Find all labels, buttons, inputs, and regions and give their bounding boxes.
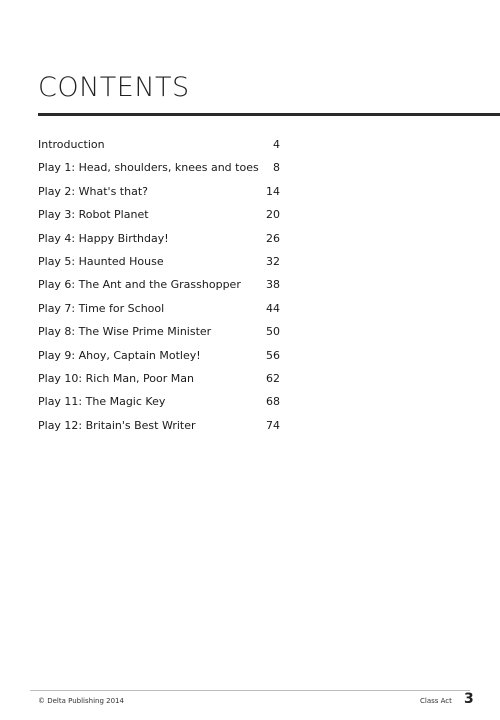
- toc-entry-page: 50: [266, 325, 280, 339]
- toc-entry-label: Play 4: Happy Birthday!: [38, 231, 169, 245]
- footer-rule: [30, 690, 470, 691]
- toc-entry-page: 32: [266, 254, 280, 268]
- toc-entry-label: Play 2: What's that?: [38, 184, 148, 198]
- toc-entry-label: Play 12: Britain's Best Writer: [38, 418, 196, 432]
- toc-entry-page: 44: [266, 301, 280, 315]
- toc-entry: [38, 208, 280, 231]
- toc-entry-label: Play 9: Ahoy, Captain Motley!: [38, 348, 201, 362]
- toc-entry: [38, 138, 280, 161]
- toc-entry: [38, 255, 280, 278]
- toc-entry-page: 14: [266, 184, 280, 198]
- toc-entry: [38, 278, 280, 301]
- toc-entry-page: 56: [266, 348, 280, 362]
- toc-entry: [38, 372, 280, 395]
- toc-entry: [38, 325, 280, 348]
- toc-entry-page: 8: [273, 161, 280, 175]
- footer-book-title: Class Act: [420, 697, 452, 705]
- toc-entry-label: Play 3: Robot Planet: [38, 208, 149, 222]
- toc-entry-page: 68: [266, 395, 280, 409]
- toc-entry: [38, 161, 280, 184]
- toc-entry: [38, 349, 280, 372]
- toc-entry-label: Play 7: Time for School: [38, 301, 165, 315]
- toc-entry: [38, 185, 280, 208]
- toc-entry-page: 4: [273, 138, 280, 151]
- toc-entry-label: Play 5: Haunted House: [38, 254, 164, 268]
- page-title: CONTENTS: [38, 72, 190, 103]
- toc-entry-page: 20: [266, 208, 280, 222]
- footer-copyright: © Delta Publishing 2014: [38, 697, 124, 705]
- toc-entry-page: 26: [266, 231, 280, 245]
- toc-entry-label: Play 1: Head, shoulders, knees and toes: [38, 161, 259, 175]
- toc-entry: [38, 419, 280, 442]
- toc-entry-label: Play 8: The Wise Prime Minister: [38, 325, 212, 339]
- toc-entry-page: 62: [266, 371, 280, 385]
- toc-entry-page: 74: [266, 418, 280, 432]
- toc-entry: [38, 395, 280, 418]
- toc-entry: [38, 232, 280, 255]
- toc-entry-label: Play 6: The Ant and the Grasshopper: [38, 278, 241, 292]
- toc-entry-label: Introduction: [38, 138, 105, 151]
- footer-page-number: 3: [464, 691, 474, 707]
- title-rule: [38, 113, 500, 116]
- table-of-contents: [38, 138, 280, 442]
- toc-entry-label: Play 11: The Magic Key: [38, 395, 166, 409]
- toc-entry: [38, 302, 280, 325]
- toc-entry-page: 38: [266, 278, 280, 292]
- toc-entry-label: Play 10: Rich Man, Poor Man: [38, 371, 194, 385]
